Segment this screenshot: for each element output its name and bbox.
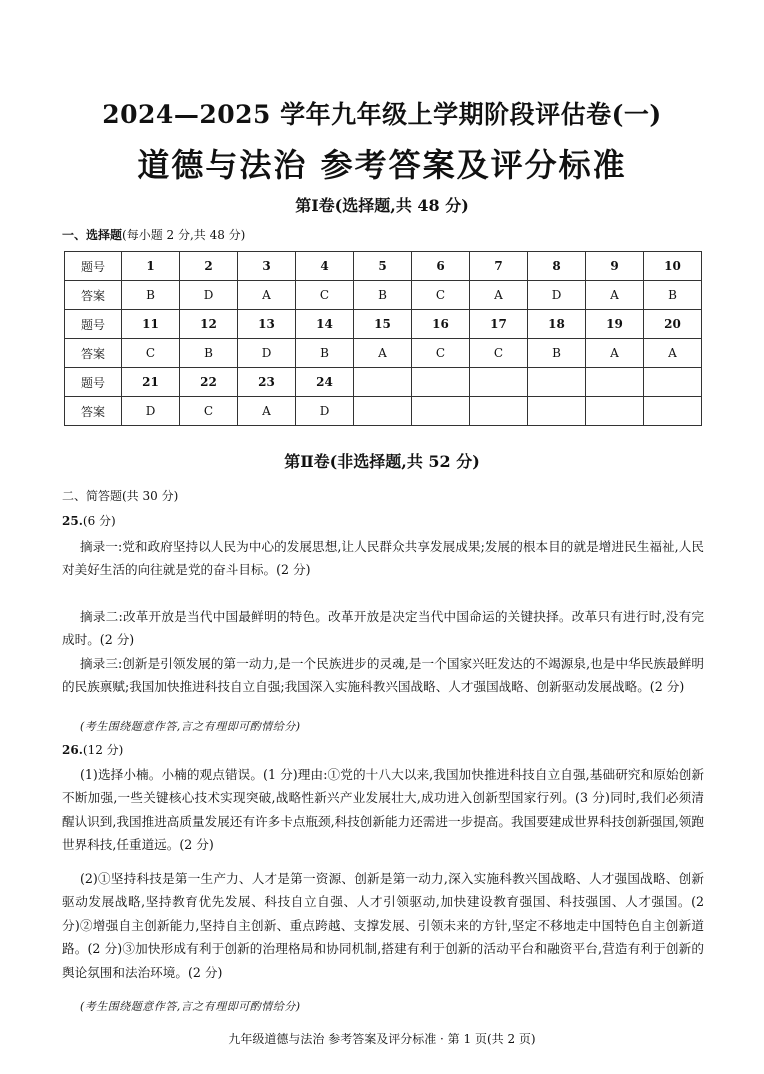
answer-cell: A: [470, 281, 528, 310]
row-label-answer: 答案: [65, 397, 122, 426]
q26-number: 26.: [62, 743, 83, 757]
answer-cell: A: [586, 281, 644, 310]
section1-heading: [62, 226, 245, 243]
q25-excerpt-1: 摘录一:党和政府坚持以人民为中心的发展思想,让人民群众共享发展成果;发展的根本目的就是增进民生福祉,人民对美好生活的向往就是党的奋斗目标。(2 分): [62, 539, 704, 578]
q25-excerpt-3: 摘录三:创新是引领发展的第一动力,是一个民族进步的灵魂,是一个国家兴旺发达的不竭源泉,也是中华民族最鲜明的民族禀赋;我国加快推进科技自立自强;我国深入实施科教兴国战略、人才强国战略、创新驱动发展战略。(2 分): [62, 656, 704, 695]
question-number-cell: 11: [122, 310, 180, 339]
question-number-cell: 17: [470, 310, 528, 339]
question-number-cell: 19: [586, 310, 644, 339]
question-number-cell: [412, 368, 470, 397]
answer-cell: D: [238, 339, 296, 368]
answer-cell: [644, 397, 702, 426]
answer-cell: D: [180, 281, 238, 310]
answer-row: [65, 339, 702, 368]
answer-cell: [412, 397, 470, 426]
answer-cell: D: [528, 281, 586, 310]
answer-row: [65, 397, 702, 426]
question-number-cell: 1: [122, 252, 180, 281]
q26-grading-note: (考生围绕题意作答,言之有理即可酌情给分): [80, 1000, 301, 1013]
q25-number: 25.: [62, 514, 83, 528]
question-number-cell: 5: [354, 252, 412, 281]
answer-cell: A: [586, 339, 644, 368]
question-number-cell: 23: [238, 368, 296, 397]
answer-cell: D: [296, 397, 354, 426]
q26-score: (12 分): [82, 743, 124, 757]
question-number-cell: 4: [296, 252, 354, 281]
question-number-cell: 12: [180, 310, 238, 339]
exam-title: 2024—2025 学年九年级上学期阶段评估卷(一): [102, 100, 662, 129]
answer-cell: C: [122, 339, 180, 368]
q25-grading-note: (考生围绕题意作答,言之有理即可酌情给分): [80, 720, 301, 733]
answer-cell: [528, 397, 586, 426]
question-number-cell: 16: [412, 310, 470, 339]
q26-answer-1: (1)选择小楠。小楠的观点错误。(1 分)理由:①党的十八大以来,我国加快推进科技自立自强,基础研究和原始创新不断加强,一些关键核心技术实现突破,战略性新兴产业发展壮大,成功进入创新型国家行列。(3 分)同时,我们必须清醒认识到,我国推进高质量发展还有许多卡点瓶颈,科技创新能力还需进一步提高。我国要建成世界科技创新强国,领跑世界科技,任重道远。(2 分): [62, 767, 704, 853]
answer-cell: C: [470, 339, 528, 368]
question-number-cell: 15: [354, 310, 412, 339]
answer-cell: B: [354, 281, 412, 310]
answer-cell: B: [180, 339, 238, 368]
answer-cell: D: [122, 397, 180, 426]
question-number-cell: 3: [238, 252, 296, 281]
answer-cell: B: [122, 281, 180, 310]
question-number-cell: [644, 368, 702, 397]
question-number-row: [65, 310, 702, 339]
q25-heading: [62, 512, 116, 529]
section2-heading: 二、简答题(共 30 分): [62, 489, 179, 503]
exam-subtitle: 道德与法治 参考答案及评分标准: [137, 146, 627, 184]
question-number-cell: 13: [238, 310, 296, 339]
answer-cell: [470, 397, 528, 426]
q25-score: (6 分): [82, 514, 116, 528]
answer-cell: [586, 397, 644, 426]
question-number-cell: [470, 368, 528, 397]
answer-cell: A: [238, 397, 296, 426]
question-number-cell: 18: [528, 310, 586, 339]
row-label-question: 题号: [65, 368, 122, 397]
question-number-cell: 24: [296, 368, 354, 397]
answer-table: [64, 251, 702, 426]
section1-label: 一、选择题: [62, 228, 123, 242]
row-label-question: 题号: [65, 310, 122, 339]
answer-cell: C: [412, 339, 470, 368]
question-number-row: [65, 252, 702, 281]
part2-title: 第Ⅱ卷(非选择题,共 52 分): [284, 452, 480, 471]
question-number-cell: [586, 368, 644, 397]
question-number-cell: 9: [586, 252, 644, 281]
part1-title: 第Ⅰ卷(选择题,共 48 分): [295, 196, 469, 215]
question-number-cell: 6: [412, 252, 470, 281]
answer-cell: B: [644, 281, 702, 310]
section1-note: (每小题 2 分,共 48 分): [122, 228, 246, 242]
q25-excerpt-2: 摘录二:改革开放是当代中国最鲜明的特色。改革开放是决定当代中国命运的关键抉择。改革只有进行时,没有完成时。(2 分): [62, 609, 704, 648]
answer-cell: C: [180, 397, 238, 426]
question-number-cell: 8: [528, 252, 586, 281]
q26-answer-2: (2)①坚持科技是第一生产力、人才是第一资源、创新是第一动力,深入实施科教兴国战略、人才强国战略、创新驱动发展战略,坚持教育优先发展、科技自立自强、人才引领驱动,加快建设教育强国、科技强国、人才强国。(2 分)②增强自主创新能力,坚持自主创新、重点跨越、支撑发展、引领未来的方针,坚定不移地走中国特色自主创新道路。(2 分)③加快形成有利于创新的治理格局和协同机制,搭建有利于创新的活动平台和融资平台,营造有利于创新的舆论氛围和法治环境。(2 分): [62, 871, 704, 980]
page-footer: 九年级道德与法治 参考答案及评分标准 · 第 1 页(共 2 页): [228, 1032, 536, 1046]
answer-cell: [354, 397, 412, 426]
row-label-answer: 答案: [65, 281, 122, 310]
answer-cell: A: [644, 339, 702, 368]
answer-cell: B: [528, 339, 586, 368]
row-label-question: 题号: [65, 252, 122, 281]
answer-cell: C: [412, 281, 470, 310]
question-number-cell: [354, 368, 412, 397]
question-number-cell: 2: [180, 252, 238, 281]
question-number-cell: 7: [470, 252, 528, 281]
question-number-cell: 20: [644, 310, 702, 339]
question-number-cell: 10: [644, 252, 702, 281]
answer-cell: A: [354, 339, 412, 368]
question-number-cell: 21: [122, 368, 180, 397]
q26-heading: [62, 741, 123, 758]
answer-cell: A: [238, 281, 296, 310]
question-number-cell: 14: [296, 310, 354, 339]
row-label-answer: 答案: [65, 339, 122, 368]
question-number-row: [65, 368, 702, 397]
answer-row: [65, 281, 702, 310]
answer-cell: B: [296, 339, 354, 368]
answer-cell: C: [296, 281, 354, 310]
question-number-cell: [528, 368, 586, 397]
question-number-cell: 22: [180, 368, 238, 397]
